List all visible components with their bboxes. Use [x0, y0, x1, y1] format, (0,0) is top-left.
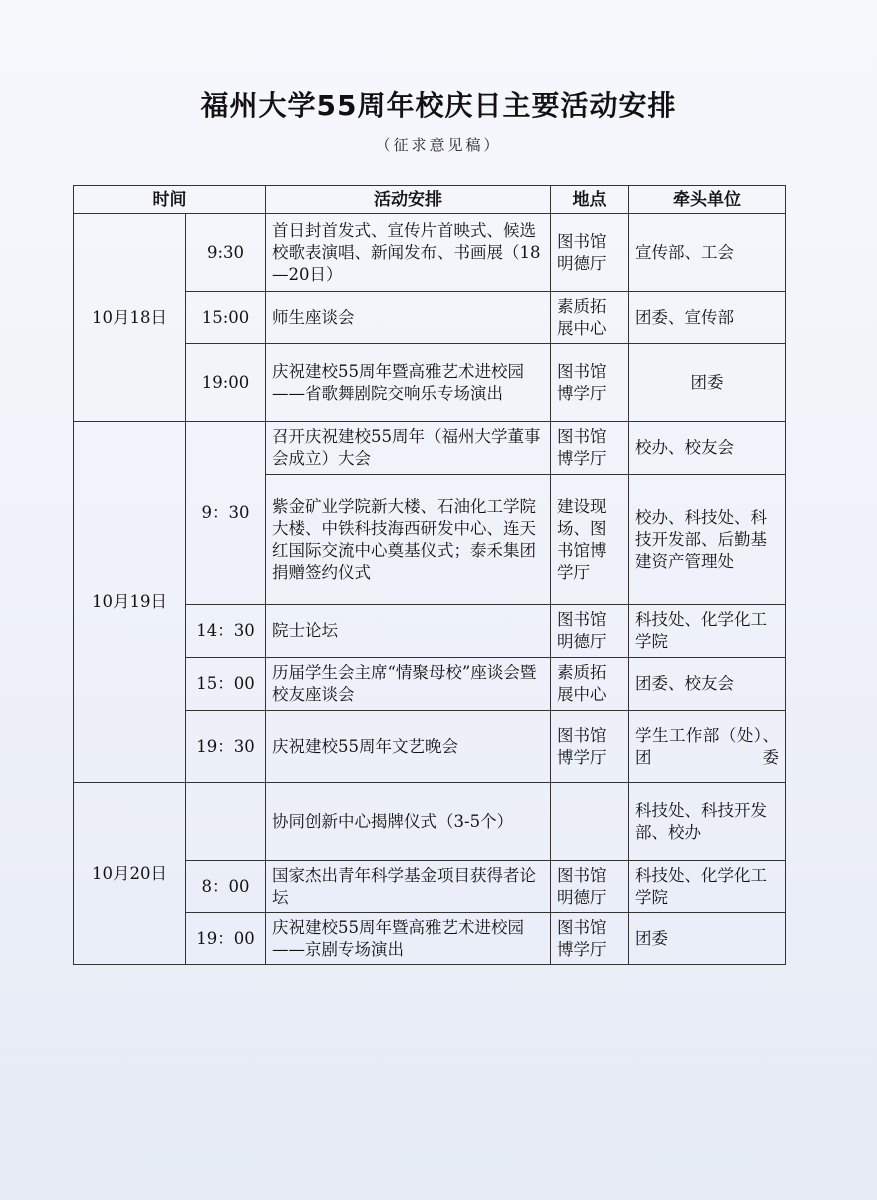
activity-cell: 国家杰出青年科学基金项目获得者论坛	[266, 861, 551, 913]
time-cell: 15:00	[186, 292, 266, 344]
organizer-cell: 科技处、科技开发部、校办	[629, 783, 786, 861]
date-cell: 10月20日	[74, 783, 186, 965]
table-header-row	[74, 186, 786, 214]
time-cell: 19：00	[186, 913, 266, 965]
activity-cell: 历届学生会主席“情聚母校”座谈会暨校友座谈会	[266, 658, 551, 711]
location-cell: 素质拓展中心	[551, 292, 629, 344]
time-cell: 19:00	[186, 344, 266, 422]
activity-cell: 紫金矿业学院新大楼、石油化工学院大楼、中铁科技海西研发中心、连天红国际交流中心奠基仪式；泰禾集团捐赠签约仪式	[266, 475, 551, 605]
header-activity: 活动安排	[266, 186, 551, 214]
organizer-cell: 校办、校友会	[629, 422, 786, 475]
table-row	[74, 422, 786, 475]
time-cell: 8：00	[186, 861, 266, 913]
schedule-table	[73, 185, 786, 965]
activity-cell: 师生座谈会	[266, 292, 551, 344]
location-cell: 图书馆博学厅	[551, 711, 629, 783]
time-cell: 9:30	[186, 214, 266, 292]
organizer-cell: 团委	[629, 344, 786, 422]
location-cell: 图书馆明德厅	[551, 214, 629, 292]
document-title: 福州大学55周年校庆日主要活动安排	[200, 89, 677, 122]
document-subtitle: （征求意见稿）	[375, 136, 502, 154]
location-cell: 建设现场、图书馆博学厅	[551, 475, 629, 605]
location-cell	[551, 783, 629, 861]
location-cell: 素质拓展中心	[551, 658, 629, 711]
location-cell: 图书馆博学厅	[551, 344, 629, 422]
location-cell: 图书馆博学厅	[551, 913, 629, 965]
time-cell: 19：30	[186, 711, 266, 783]
time-cell: 14：30	[186, 605, 266, 658]
activity-cell: 召开庆祝建校55周年（福州大学董事会成立）大会	[266, 422, 551, 475]
organizer-cell: 团委	[629, 913, 786, 965]
activity-cell: 庆祝建校55周年暨高雅艺术进校园——省歌舞剧院交响乐专场演出	[266, 344, 551, 422]
activity-cell: 庆祝建校55周年暨高雅艺术进校园——京剧专场演出	[266, 913, 551, 965]
activity-cell: 协同创新中心揭牌仪式（3-5个）	[266, 783, 551, 861]
organizer-cell: 团委、校友会	[629, 658, 786, 711]
location-cell: 图书馆博学厅	[551, 422, 629, 475]
organizer-cell: 学生工作部（处）、团委	[629, 711, 786, 783]
activity-cell: 首日封首发式、宣传片首映式、候选校歌表演唱、新闻发布、书画展（18—20日）	[266, 214, 551, 292]
time-cell	[186, 783, 266, 861]
date-cell: 10月18日	[74, 214, 186, 422]
header-location: 地点	[551, 186, 629, 214]
activity-cell: 庆祝建校55周年文艺晚会	[266, 711, 551, 783]
location-cell: 图书馆明德厅	[551, 861, 629, 913]
organizer-cell: 宣传部、工会	[629, 214, 786, 292]
organizer-cell: 科技处、化学化工学院	[629, 605, 786, 658]
table-row	[74, 783, 786, 861]
header-organizer: 牵头单位	[629, 186, 786, 214]
organizer-cell: 校办、科技处、科技开发部、后勤基建资产管理处	[629, 475, 786, 605]
organizer-cell: 团委、宣传部	[629, 292, 786, 344]
time-cell: 9：30	[186, 422, 266, 605]
organizer-cell: 科技处、化学化工学院	[629, 861, 786, 913]
time-cell: 15：00	[186, 658, 266, 711]
location-cell: 图书馆明德厅	[551, 605, 629, 658]
activity-cell: 院士论坛	[266, 605, 551, 658]
header-time: 时间	[74, 186, 266, 214]
table-row	[74, 214, 786, 292]
date-cell: 10月19日	[74, 422, 186, 783]
